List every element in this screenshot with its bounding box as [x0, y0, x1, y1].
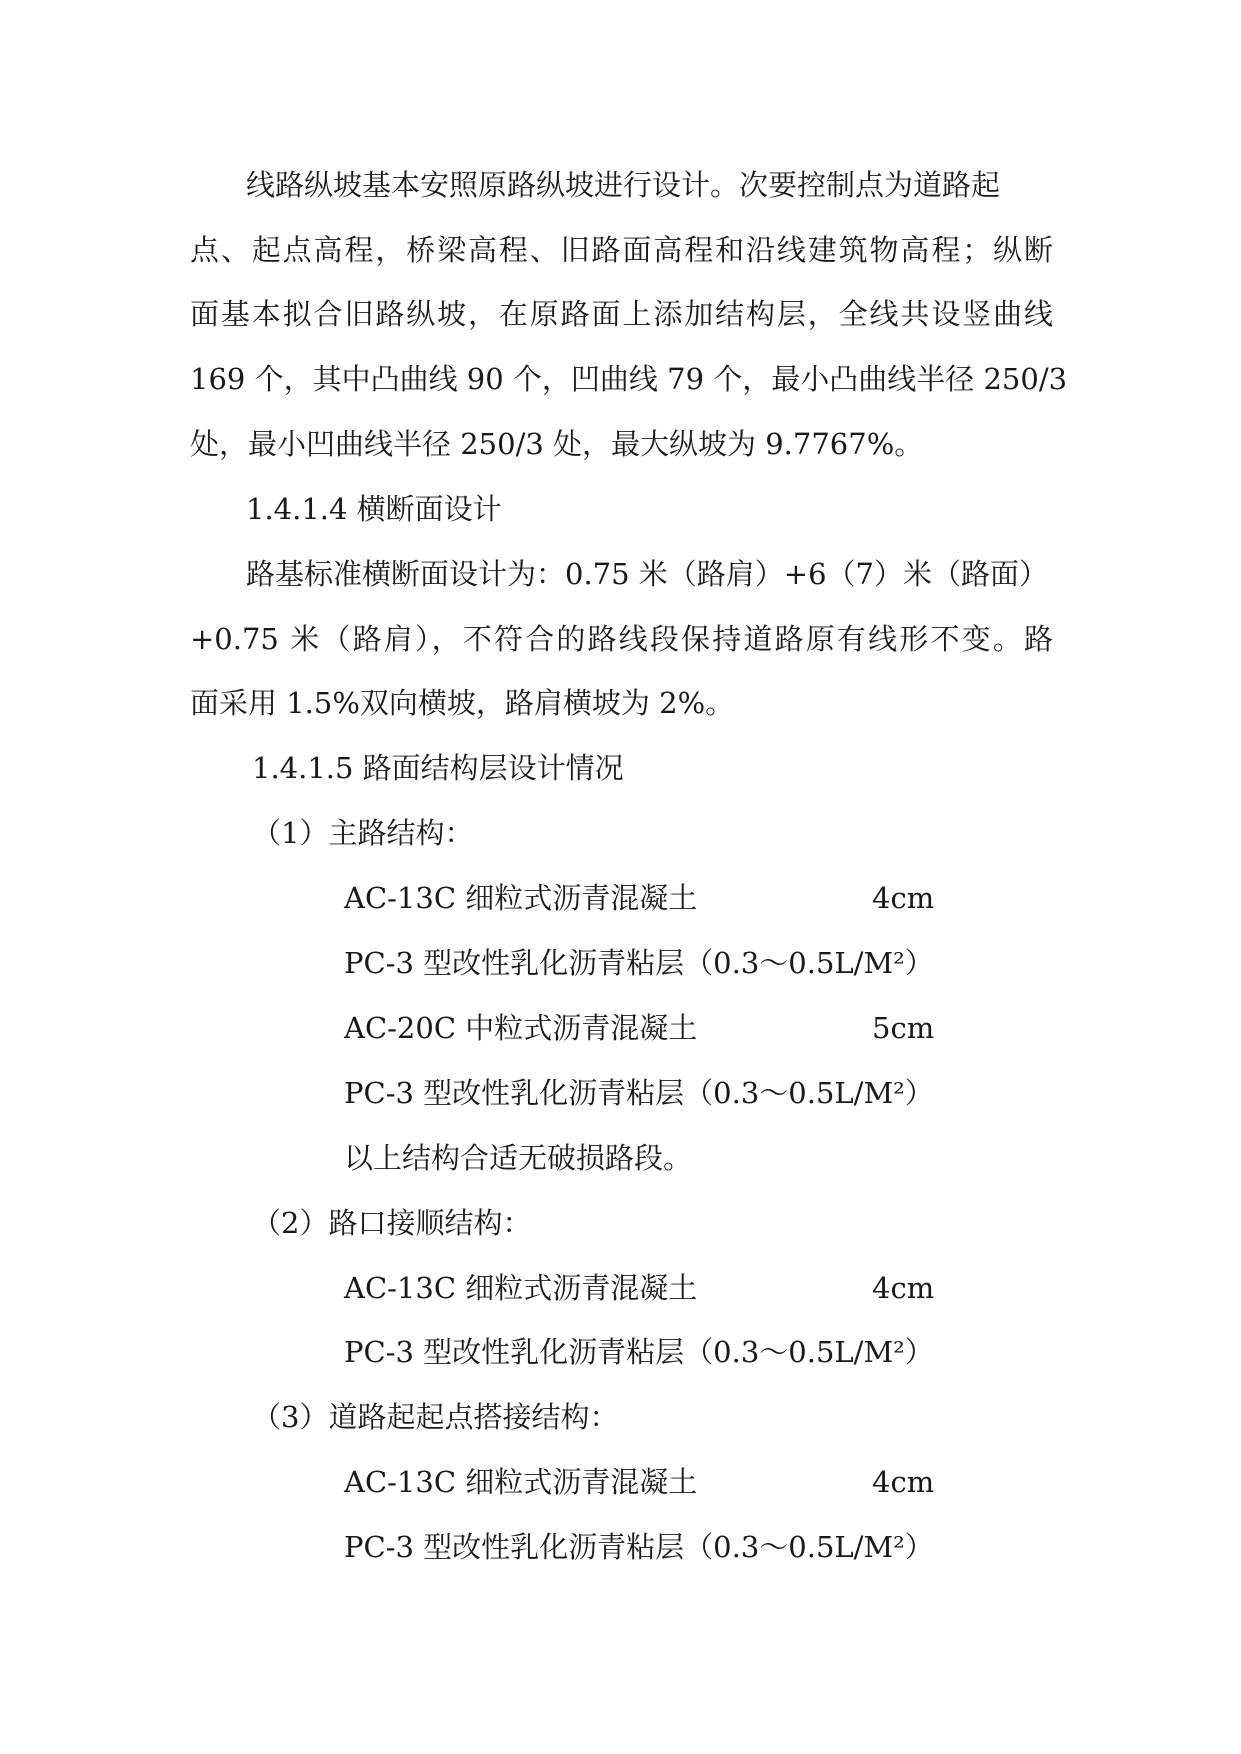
- para1-line-2: 点、起点高程，桥梁高程、旧路面高程和沿线建筑物高程；纵断: [190, 233, 1053, 267]
- para1-line-1: 线路纵坡基本安照原路纵坡进行设计。次要控制点为道路起: [246, 168, 1001, 202]
- layer-name: PC-3 型改性乳化沥青粘层（0.3～0.5L/M²）: [344, 1076, 934, 1110]
- subsection-title: （2）路口接顺结构：: [252, 1206, 532, 1240]
- section-heading: 1.4.1.5 路面结构层设计情况: [252, 751, 624, 785]
- para1-line-3: 面基本拟合旧路纵坡，在原路面上添加结构层，全线共设竖曲线: [190, 297, 1053, 331]
- section-heading: 1.4.1.4 横断面设计: [246, 492, 502, 526]
- para1-line-4: 169 个，其中凸曲线 90 个，凹曲线 79 个，最小凸曲线半径 250/3: [190, 362, 1068, 396]
- layer-thickness: 4cm: [872, 1465, 935, 1499]
- subsection-title: （3）道路起起点搭接结构：: [252, 1400, 619, 1434]
- layer-name: AC-20C 中粒式沥青混凝土: [344, 1011, 698, 1045]
- para2-line-1: 路基标准横断面设计为：0.75 米（路肩）+6（7）米（路面）: [246, 557, 1048, 591]
- para2-line-3: 面采用 1.5%双向横坡，路肩横坡为 2%。: [190, 686, 735, 720]
- layer-thickness: 4cm: [872, 1271, 935, 1305]
- layer-name: AC-13C 细粒式沥青混凝土: [344, 1465, 698, 1499]
- layer-name: AC-13C 细粒式沥青混凝土: [344, 881, 698, 915]
- layer-thickness: 4cm: [872, 881, 935, 915]
- layer-thickness: 5cm: [872, 1011, 935, 1045]
- layer-name: AC-13C 细粒式沥青混凝土: [344, 1271, 698, 1305]
- subsection-title: （1）主路结构：: [252, 816, 474, 850]
- para2-line-2: +0.75 米（路肩），不符合的路线段保持道路原有线形不变。路: [190, 622, 1053, 656]
- layer-name: PC-3 型改性乳化沥青粘层（0.3～0.5L/M²）: [344, 1530, 934, 1564]
- section-note: 以上结构合适无破损路段。: [344, 1141, 693, 1175]
- layer-name: PC-3 型改性乳化沥青粘层（0.3～0.5L/M²）: [344, 1335, 934, 1369]
- layer-name: PC-3 型改性乳化沥青粘层（0.3～0.5L/M²）: [344, 946, 934, 980]
- para1-line-5: 处，最小凹曲线半径 250/3 处，最大纵坡为 9.7767%。: [190, 427, 924, 461]
